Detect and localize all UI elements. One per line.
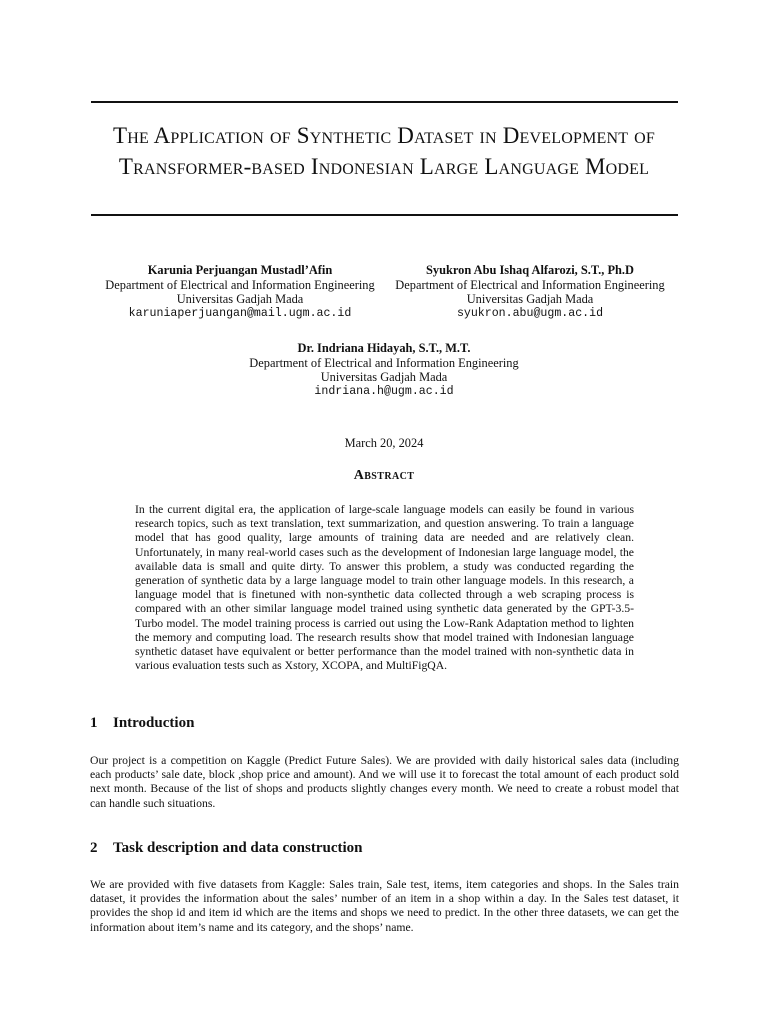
- section-number: 1: [90, 715, 98, 731]
- author-university: Universitas Gadjah Mada: [320, 370, 448, 384]
- publication-date: March 20, 2024: [344, 436, 424, 450]
- author-department: Department of Electrical and Information Engineering: [105, 277, 375, 292]
- author-department: Department of Electrical and Information Engineering: [249, 355, 519, 370]
- title-bottom-rule: [91, 214, 678, 216]
- task-description-paragraph: We are provided with five datasets from Kaggle: Sales train, Sale test, items, item categories and shops. In the Sales train dataset, it provides the information about the sales’ number of an item in a shop within a day. In the Sales test dataset, it provides the shop id and item id which are the items and shops we need to predict. In the other three datasets, we can get the information about item’s name and its category, and the shops’ name.: [90, 878, 679, 934]
- section-title: Introduction: [113, 715, 195, 731]
- author-university: Universitas Gadjah Mada: [176, 292, 304, 306]
- section-heading-task-description: [90, 840, 680, 857]
- section-number: 2: [90, 840, 98, 856]
- introduction-paragraph: Our project is a competition on Kaggle (Predict Future Sales). We are provided with daily historical sales data (including each products’ sale date, block ,shop price and amount). And we will use it to forecast the total amount of each product sold next month. Because of the list of shops and products slightly changes every month. We need to create a robust model that can handle such situations.: [90, 754, 679, 810]
- author-block-3: [234, 341, 534, 399]
- author-block-1: [90, 263, 390, 321]
- author-department: Department of Electrical and Information Engineering: [395, 277, 665, 292]
- section-title: Task description and data construction: [113, 840, 363, 856]
- paper-title: The Application of Synthetic Dataset in Development of Transformer-based Indonesian Large Language Model: [112, 123, 656, 179]
- author-name: Karunia Perjuangan Mustadl’Afin: [147, 263, 333, 277]
- author-block-2: [380, 263, 680, 321]
- author-name: Dr. Indriana Hidayah, S.T., M.T.: [297, 341, 471, 355]
- author-email[interactable]: karuniaperjuangan@mail.ugm.ac.id: [128, 306, 352, 320]
- abstract-heading: Abstract: [353, 468, 415, 483]
- author-email[interactable]: indriana.h@ugm.ac.id: [314, 384, 454, 398]
- title-top-rule: [91, 101, 678, 103]
- section-heading-introduction: [90, 715, 680, 732]
- author-email[interactable]: syukron.abu@ugm.ac.id: [456, 306, 604, 320]
- abstract-text: In the current digital era, the application of large-scale language models can easily be found in various research topics, such as text translation, text summarization, and question answering. To train a language model that has good quality, large amounts of training data are needed and are relatively clean. Unfortunately, in many real-world cases such as the development of Indonesian large language model, the available data is small and quite dirty. To answer this problem, a study was conducted regarding the generation of synthetic data by a large language model to train other language models. In this research, a language model that is finetuned with non-synthetic data collected through a web scraping process is compared with an other similar language model trained using synthetic data generated by the GPT-3.5-Turbo model. The model training process is carried out using the Low-Rank Adaptation method to lighten the memory and computing load. The research results show that model trained with Indonesian language synthetic dataset have equivalent or better performance than the model trained with non-synthetic data in various evaluation tests such as Xstory, XCOPA, and MultiFigQA.: [135, 503, 634, 673]
- author-university: Universitas Gadjah Mada: [466, 292, 594, 306]
- author-name: Syukron Abu Ishaq Alfarozi, S.T., Ph.D: [426, 263, 634, 277]
